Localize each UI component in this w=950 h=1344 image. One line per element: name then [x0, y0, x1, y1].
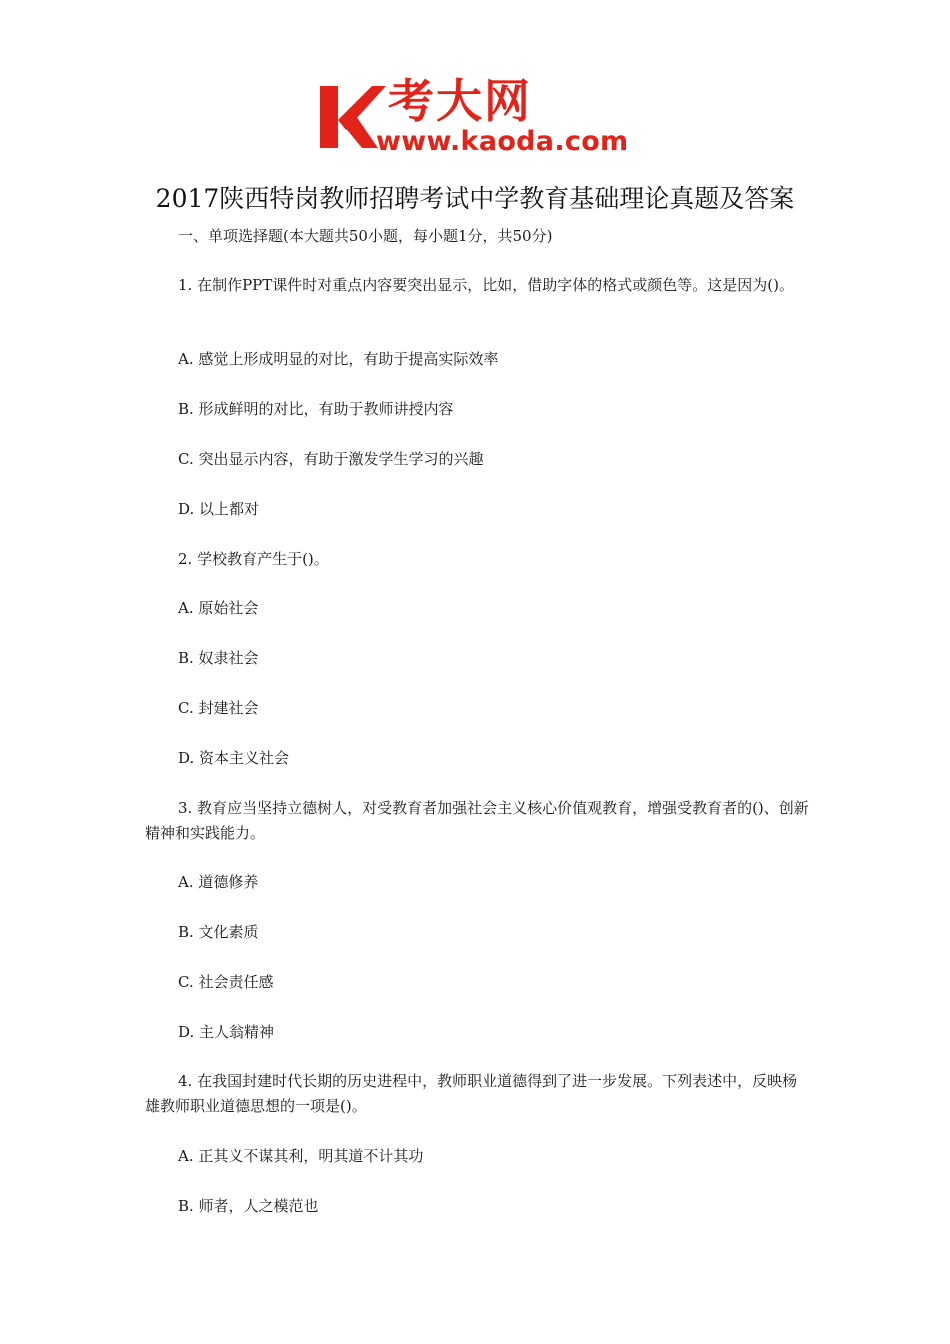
question-1-option-c: C. 突出显示内容，有助于激发学生学习的兴趣 — [178, 450, 484, 468]
document-title: 2017陕西特岗教师招聘考试中学教育基础理论真题及答案 — [155, 184, 795, 213]
question-4-option-b: B. 师者，人之模范也 — [178, 1197, 319, 1215]
question-1-option-b: B. 形成鲜明的对比，有助于教师讲授内容 — [178, 400, 454, 418]
question-1-option-d: D. 以上都对 — [178, 500, 260, 518]
question-3-option-a: A. 道德修养 — [178, 873, 259, 891]
kaoda-logo — [318, 74, 640, 160]
question-3-option-c: C. 社会责任感 — [178, 973, 274, 991]
question-4: 4. 在我国封建时代长期的历史进程中，教师职业道德得到了进一步发展。下列表述中，反映杨雄教师职业道德思想的一项是()。 — [145, 1072, 798, 1115]
question-3-option-b: B. 文化素质 — [178, 923, 259, 941]
question-4-option-a: A. 正其义不谋其利，明其道不计其功 — [178, 1147, 424, 1165]
question-2-option-a: A. 原始社会 — [178, 599, 259, 617]
logo-brand-text: 考大网 — [388, 74, 532, 128]
question-1-option-a: A. 感觉上形成明显的对比，有助于提高实际效率 — [178, 350, 499, 368]
question-2-option-d: D. 资本主义社会 — [178, 749, 290, 767]
question-2-option-b: B. 奴隶社会 — [178, 649, 259, 667]
logo-url-text: www.kaoda.com — [376, 126, 629, 157]
section-heading: 一、单项选择题(本大题共50小题，每小题1分，共50分) — [178, 227, 553, 245]
question-2: 2. 学校教育产生于()。 — [178, 550, 329, 568]
question-3: 3. 教育应当坚持立德树人，对受教育者加强社会主义核心价值观教育，增强受教育者的()、创新精神和实践能力。 — [145, 799, 809, 842]
question-3-option-d: D. 主人翁精神 — [178, 1023, 275, 1041]
question-1: 1. 在制作PPT课件时对重点内容要突出显示，比如，借助字体的格式或颜色等。这是因为()。 — [178, 276, 794, 294]
question-2-option-c: C. 封建社会 — [178, 699, 259, 717]
